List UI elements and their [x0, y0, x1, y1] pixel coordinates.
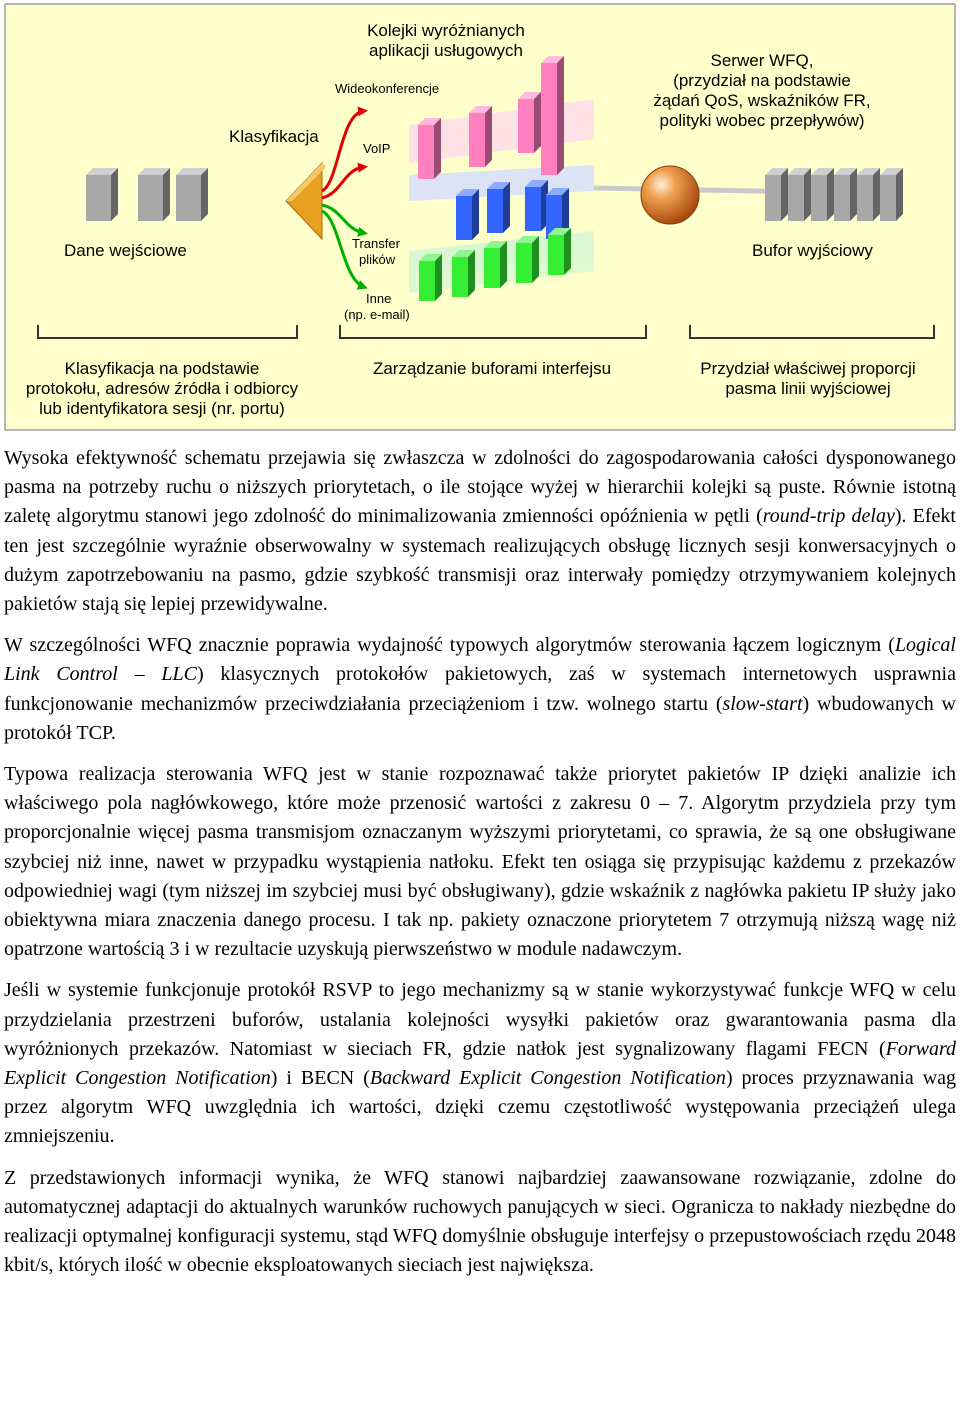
label-other-1: Inne — [366, 291, 392, 306]
label-server-2: (przydział na podstawie — [673, 71, 851, 90]
label-queues-title-2: aplikacji usługowych — [368, 41, 524, 60]
paragraph-3: Typowa realizacja sterowania WFQ jest w stanie rozpoznawać także priorytet pakietów IP dzięki analizie ich właściwego pola nagłówkowego, które może przenosić wartości z zakresu 0 – 7. Algorytm przydziela przy tym proporcjonalnie więcej pasma transmisjom oznaczanym wyższymi priorytetami, co sprawia, że są one obsługiwane szybciej niż inne, nawet w przypadku wystąpienia natłoku. Efekt ten osiąga się przypisując każdemu z przekazów odpowiedniej wagi (tym niższej im szybciej musi być obsługiwany), gdzie wskaźnik z nagłówka pakietu IP służy jako obiektywna miara znaczenia danego procesu. I tak np. pakiety oznaczone priorytetem 7 otrzymują niższą wagę niż opatrzone wartością 3 i w rezultacie uzyskują pierwszeństwo w module nadawczym. — [4, 763, 956, 961]
input-packet — [176, 168, 208, 221]
label-server-1: Serwer WFQ, — [710, 51, 814, 70]
label-queues-title-1: Kolejki wyróżnianych — [367, 21, 525, 40]
term-fecn: Forward Explicit Congestion Notification — [4, 1037, 956, 1090]
paragraph-4-text-c: ) proces przyznawania wag przez algorytm WFQ uwzględnia ich wartości, dzięki czemu częstotliwość występowania przeciążeń ulega zmniejszeniu. — [4, 1067, 957, 1148]
paragraph-1-text-b: ). Efekt ten jest szczególnie wyraźnie obserwowalny w systemach realizujących obsługę licznych sesji konwersacyjnych o dużym zapotrzebowaniu na pasmo, gdzie szybkość transmisji oraz interwały pomiędzy otrzymywaniem kolejnych pakietów stają się lepiej przewidywalne. — [4, 505, 956, 616]
label-server-4: polityki wobec przepływów) — [659, 111, 865, 130]
videoconf-packet — [469, 106, 492, 167]
label-other-2: (np. e-mail) — [344, 307, 410, 322]
label-classification: Klasyfikacja — [229, 127, 319, 146]
label-bottom-left-2: protokołu, adresów źródła i odbiorcy — [25, 379, 299, 398]
output-packet — [857, 168, 880, 221]
transfer-packet — [484, 241, 507, 288]
output-packet — [834, 168, 857, 221]
output-packet — [811, 168, 834, 221]
paragraph-5: Z przedstawionych informacji wynika, że WFQ stanowi najbardziej zaawansowane rozwiązanie, zdolne do automatycznej adaptacji do aktualnych warunków ruchowych panujących w sieci. Ogranicza to nakłady niezbędne do realizacji optymalnej konfiguracji systemu, stąd WFQ domyślnie obsługuje interfejsy o przepustowościach rzędu 2048 kbit/s, których ilość w obecnie eksploatowanych sieciach jest największa. — [4, 1166, 956, 1277]
paragraph-4 — [4, 976, 956, 1151]
label-output-buffer: Bufor wyjściowy — [752, 241, 873, 260]
output-packet — [788, 168, 811, 221]
label-server-3: żądań QoS, wskaźników FR, — [653, 91, 871, 110]
videoconf-packet — [541, 56, 564, 175]
input-packet — [138, 168, 170, 221]
videoconf-packet — [518, 92, 541, 153]
voip-packet — [525, 180, 548, 231]
paragraph-1 — [4, 444, 956, 619]
term-slow-start: slow-start — [722, 692, 803, 715]
paragraph-4-text-a: Jeśli w systemie funkcjonuje protokół RSVP to jego mechanizmy są w stanie wykorzystywać funkcje WFQ w celu przydzielania przestrzeni buforów, ustalania kolejności wysyłki pakietów oraz gwarantowania pasma dla wyróżnionych przekazów. Natomiast w sieciach FR, gdzie natłok jest sygnalizowany flagami FECN ( — [4, 979, 956, 1060]
paragraph-2-text-b: ) klasycznych protokołów pakietowych, zaś w systemach internetowych usprawnia funkcjonowanie mechanizmów przeciwdziałania przeciążeniom i tzw. wolnego startu ( — [4, 663, 956, 715]
label-transfer-2: plików — [359, 252, 396, 267]
transfer-packet — [419, 254, 442, 301]
voip-packet — [456, 189, 479, 240]
input-packet — [86, 168, 118, 221]
voip-packet — [487, 182, 510, 233]
paragraph-4-text-b: ) i BECN ( — [270, 1067, 370, 1090]
label-bottom-left-1: Klasyfikacja na podstawie — [64, 359, 260, 378]
term-llc: Logical Link Control – LLC — [4, 634, 956, 686]
wfq-diagram — [4, 3, 956, 431]
paragraph-2-text-c: ) wbudowanych w protokół TCP. — [4, 692, 956, 744]
term-round-trip-delay: round-trip delay — [762, 505, 895, 528]
paragraph-2 — [4, 631, 956, 748]
transfer-packet — [452, 250, 475, 297]
article-text — [4, 444, 956, 1292]
label-bottom-right-2: pasma linii wyjściowej — [725, 379, 891, 398]
paragraph-2-text-a: W szczególności WFQ znacznie poprawia wydajność typowych algorytmów sterowania łączem logicznym ( — [4, 634, 895, 657]
term-becn: Backward Explicit Congestion Notification — [369, 1067, 726, 1090]
paragraph-1-text-a: Wysoka efektywność schematu przejawia się zwłaszcza w zdolności do zagospodarowania całości dysponowanego pasma na potrzeby ruchu o niższych priorytetach, o ile stojące wyżej w hierarchii kolejki są puste. Równie istotną zaletę algorytmu stanowi jego zdolność do minimalizowania zmienności opóźnienia w pętli ( — [4, 447, 956, 528]
output-packet — [765, 168, 788, 221]
label-bottom-left-3: lub identyfikatora sesji (nr. portu) — [39, 399, 285, 418]
transfer-packet — [516, 236, 539, 283]
label-bottom-right-1: Przydział właściwej proporcji — [700, 359, 916, 378]
videoconf-packet — [418, 118, 441, 179]
output-packet — [880, 168, 903, 221]
label-transfer-1: Transfer — [352, 236, 400, 251]
label-input-data: Dane wejściowe — [64, 241, 187, 260]
label-videoconf: Wideokonferencje — [335, 81, 440, 96]
label-voip: VoIP — [363, 141, 391, 156]
label-bottom-middle: Zarządzanie buforami interfejsu — [372, 359, 612, 378]
wfq-server-sphere — [641, 166, 699, 224]
transfer-packet — [548, 228, 571, 275]
